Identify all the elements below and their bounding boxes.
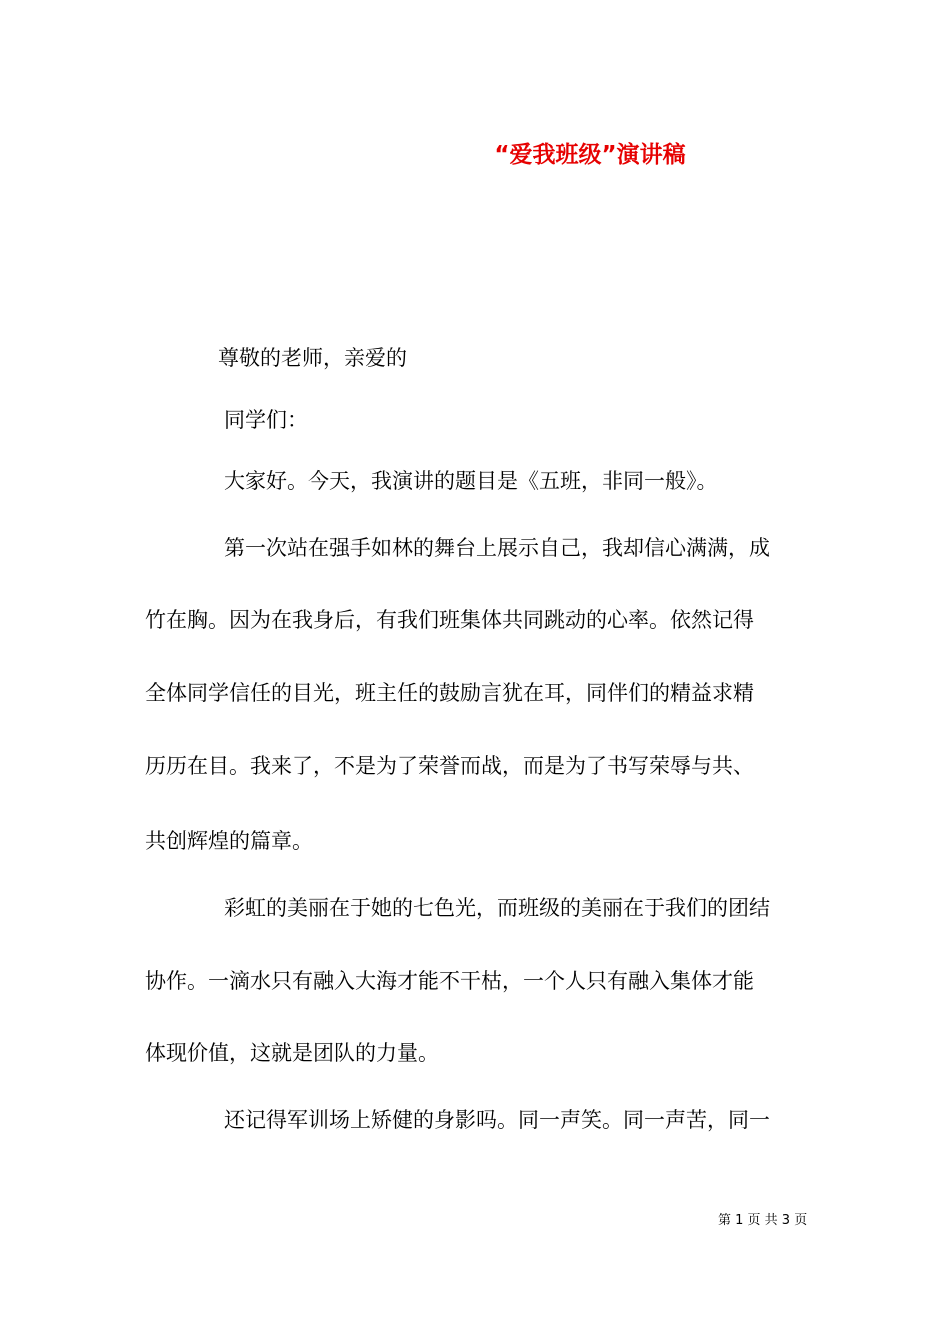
paragraph-line: 历历在目。我来了，不是为了荣誉而战，而是为了书写荣辱与共、 xyxy=(145,754,754,778)
paragraph-line: 竹在胸。因为在我身后，有我们班集体共同跳动的心率。依然记得 xyxy=(145,608,754,632)
paragraph-line: 同学们： xyxy=(224,408,308,432)
paragraph-line: 大家好。今天，我演讲的题目是《五班，非同一般》。 xyxy=(224,469,718,493)
document-title: “爱我班级”演讲稿 xyxy=(494,142,686,168)
paragraph-line: 全体同学信任的目光，班主任的鼓励言犹在耳，同伴们的精益求精 xyxy=(145,681,754,705)
paragraph-line: 协作。一滴水只有融入大海才能不干枯，一个人只有融入集体才能 xyxy=(145,969,754,993)
paragraph-line: 体现价值，这就是团队的力量。 xyxy=(145,1041,439,1065)
paragraph-line: 共创辉煌的篇章。 xyxy=(145,829,313,853)
paragraph-line: 第一次站在强手如林的舞台上展示自己，我却信心满满，成 xyxy=(224,536,770,560)
paragraph-line: 尊敬的老师，亲爱的 xyxy=(218,346,407,370)
paragraph-line: 还记得军训场上矫健的身影吗。同一声笑。同一声苦，同一 xyxy=(224,1108,770,1132)
paragraph-line: 彩虹的美丽在于她的七色光，而班级的美丽在于我们的团结 xyxy=(224,896,770,920)
page-number-footer: 第 1 页 共 3 页 xyxy=(718,1213,808,1228)
